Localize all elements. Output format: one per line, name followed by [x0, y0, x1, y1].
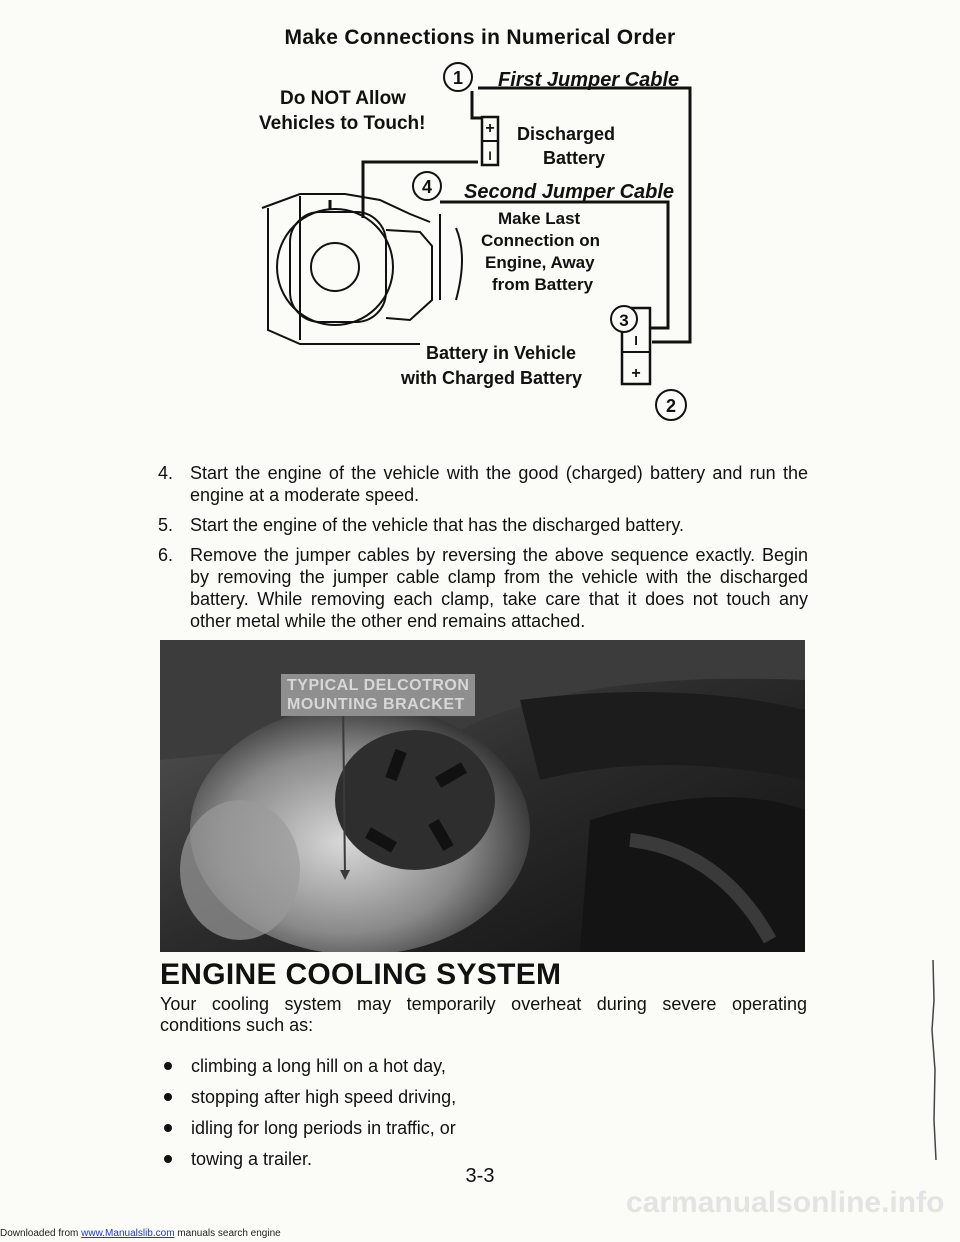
- list-item: [160, 1050, 456, 1081]
- step-number-2: 2: [665, 396, 677, 416]
- section-intro: Your cooling system may temporarily overheat during severe operating conditions such as:: [160, 994, 807, 1035]
- download-footer: [0, 1228, 281, 1239]
- footer-prefix: Downloaded from: [0, 1228, 82, 1239]
- warning-line-1: Do NOT Allow: [280, 88, 406, 109]
- step-text: Start the engine of the vehicle that has the discharged battery.: [190, 515, 684, 535]
- list-item: [158, 544, 808, 632]
- bullet-text: towing a trailer.: [191, 1148, 313, 1169]
- photo-label-line-2: MOUNTING BRACKET: [287, 696, 465, 713]
- last-line-2: Connection on: [481, 231, 600, 250]
- bullet-text: climbing a long hill on a hot day,: [191, 1055, 446, 1076]
- second-cable-label: Second Jumper Cable: [464, 181, 675, 203]
- engine-drawing: [262, 194, 462, 344]
- charged-line-2: with Charged Battery: [401, 368, 583, 388]
- last-line-3: Engine, Away: [485, 253, 595, 272]
- step-text: Remove the jumper cables by reversing the above sequence exactly. Begin by removing the jumper cable clamp from the vehicle with the discharged battery. While removing each clamp, take care that it does not touch any other metal while the other end remains attached.: [190, 545, 808, 631]
- alternator-photo: [160, 640, 805, 952]
- step-number: 5.: [158, 515, 174, 535]
- step-number: 4.: [158, 463, 174, 483]
- bullet-icon: [164, 1062, 172, 1070]
- warning-line-2: Vehicles to Touch!: [259, 113, 426, 134]
- first-cable-left: [472, 91, 482, 118]
- conditions-list: [160, 1050, 456, 1174]
- discharged-line-1: Discharged: [517, 124, 616, 144]
- list-item: [158, 514, 808, 536]
- first-cable-label: First Jumper Cable: [498, 69, 680, 91]
- bullet-icon: [164, 1155, 172, 1163]
- step-number-4: 4: [421, 177, 433, 197]
- list-item: [160, 1081, 456, 1112]
- photo-label-line-1: TYPICAL DELCOTRON: [287, 677, 470, 694]
- charged-plus-sign: +: [631, 365, 641, 382]
- list-item: [158, 462, 808, 506]
- discharged-line-2: Battery: [543, 148, 606, 168]
- step-number: 6.: [158, 545, 174, 565]
- bullet-icon: [164, 1124, 172, 1132]
- last-line-1: Make Last: [498, 209, 581, 228]
- last-line-4: from Battery: [492, 275, 594, 294]
- bullet-icon: [164, 1093, 172, 1101]
- charged-minus-sign: I: [634, 333, 638, 348]
- jumper-cable-diagram: [0, 0, 960, 460]
- step-number-1: 1: [452, 68, 464, 88]
- charged-line-1: Battery in Vehicle: [426, 343, 577, 363]
- diagram-title: Make Connections in Numerical Order: [284, 26, 676, 49]
- bullet-text: stopping after high speed driving,: [191, 1086, 457, 1107]
- section-heading: ENGINE COOLING SYSTEM: [160, 958, 562, 991]
- bullet-text: idling for long periods in traffic, or: [191, 1117, 456, 1138]
- page-number: 3-3: [465, 1165, 495, 1187]
- photo-callout-label: [281, 674, 475, 716]
- watermark: carmanualsonline.info: [626, 1186, 945, 1219]
- alternator-photo-image: [160, 640, 805, 952]
- steps-list: [158, 462, 808, 640]
- footer-suffix: manuals search engine: [174, 1228, 281, 1239]
- discharged-plus-sign: +: [485, 120, 495, 137]
- list-item: [160, 1112, 456, 1143]
- manualslib-link[interactable]: www.Manualslib.com: [81, 1228, 175, 1239]
- discharged-minus-sign: I: [488, 149, 492, 163]
- step-text: Start the engine of the vehicle with the good (charged) battery and run the engine at a moderate speed.: [190, 463, 808, 505]
- step-number-3: 3: [619, 311, 629, 330]
